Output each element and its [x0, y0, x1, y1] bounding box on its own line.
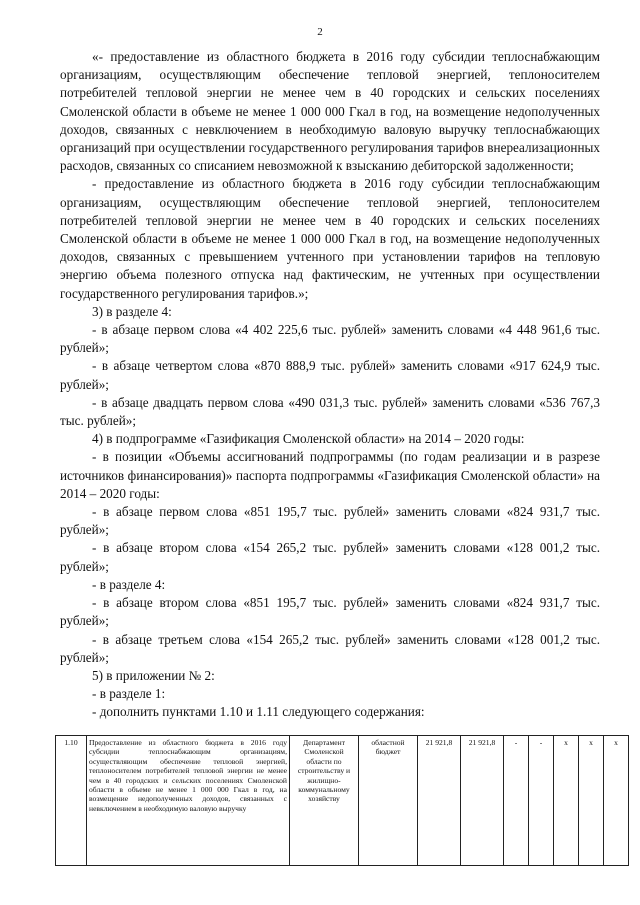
document-body	[60, 48, 600, 722]
paragraph: «- предоставление из областного бюджета в 2016 году субсидии теплоснабжающим организациям, осуществляющим обеспечение тепловой энергией, теплоносителем потребителей тепловой энергии не менее чем в 40 городских и сельских поселениях Смоленской области в объеме не менее 1 000 000 Гкал в год, на возмещение недополученных доходов, связанных с невключением в необходимую валовую выручку теплоснабжающих организаций при осуществлении государственного регулирования тарифов внереализационных расходов, связанных со списанием невозможной к взысканию дебиторской задолженности;	[60, 49, 600, 174]
cell-empty: -	[529, 736, 554, 866]
cell-2016: 21 921,8	[461, 736, 504, 866]
paragraph: - в разделе 4:	[92, 576, 166, 592]
cell-number: 1.10	[56, 736, 87, 866]
paragraph: - в абзаце первом слова «4 402 225,6 тыс. рублей» заменить словами «4 448 961,6 тыс. рублей»;	[60, 322, 600, 356]
cell-executor: Департамент Смоленской области по строительству и жилищно-коммунальному хозяйству	[290, 736, 359, 866]
paragraph: - в абзаце втором слова «851 195,7 тыс. рублей» заменить словами «824 931,7 тыс. рублей»;	[60, 595, 600, 629]
paragraph: - дополнить пунктами 1.10 и 1.11 следующего содержания:	[92, 704, 425, 720]
cell-x: х	[604, 736, 629, 866]
appendix-table	[55, 735, 629, 866]
cell-empty: -	[504, 736, 529, 866]
cell-total: 21 921,8	[418, 736, 461, 866]
cell-x: х	[579, 736, 604, 866]
paragraph: - в позиции «Объемы ассигнований подпрограммы (по годам реализации и в разрезе источников финансирования)» паспорта подпрограммы «Газификация Смоленской области» на 2014 – 2020 годы:	[60, 449, 600, 501]
cell-source: областной бюджет	[359, 736, 418, 866]
paragraph: - в абзаце первом слова «851 195,7 тыс. рублей» заменить словами «824 931,7 тыс. рублей»;	[60, 504, 600, 538]
cell-x: х	[554, 736, 579, 866]
paragraph: - в абзаце втором слова «154 265,2 тыс. рублей» заменить словами «128 001,2 тыс. рублей»;	[60, 540, 600, 574]
paragraph: - в разделе 1:	[92, 686, 166, 702]
paragraph: - предоставление из областного бюджета в 2016 году субсидии теплоснабжающим организациям, осуществляющим обеспечение тепловой энергией, теплоносителем потребителей тепловой энергии не менее чем в 40 городских и сельских поселениях Смоленской области в объеме не менее 1 000 000 Гкал в год, на возмещение недополученных доходов, связанных с превышением учтенного при установлении тарифов на тепловую энергию объема полезного отпуска над фактическим, не учтенных при осуществлении государственного регулирования тарифов.»;	[60, 176, 600, 301]
cell-name: Предоставление из областного бюджета в 2016 году субсидии теплоснабжающим организациям, осуществляющим обеспечение тепловой энергией, теплоносителем потребителей тепловой энергии не менее чем в 40 городских и сельских поселениях Смоленской области в объеме не менее 1 000 000 Гкал в год, на возмещение недополученных доходов, связанных с невключением в необходимую валовую выручку	[87, 736, 290, 866]
paragraph: - в абзаце третьем слова «154 265,2 тыс. рублей» заменить словами «128 001,2 тыс. рублей»;	[60, 631, 600, 665]
paragraph: 5) в приложении № 2:	[92, 667, 215, 683]
table-row	[56, 736, 629, 866]
paragraph: - в абзаце четвертом слова «870 888,9 тыс. рублей» заменить словами «917 624,9 тыс. рублей»;	[60, 358, 600, 392]
paragraph: 3) в разделе 4:	[92, 303, 172, 319]
page-number: 2	[317, 26, 323, 38]
paragraph: 4) в подпрограмме «Газификация Смоленской области» на 2014 – 2020 годы:	[92, 431, 525, 447]
paragraph: - в абзаце двадцать первом слова «490 031,3 тыс. рублей» заменить словами «536 767,3 тыс. рублей»;	[60, 394, 600, 429]
